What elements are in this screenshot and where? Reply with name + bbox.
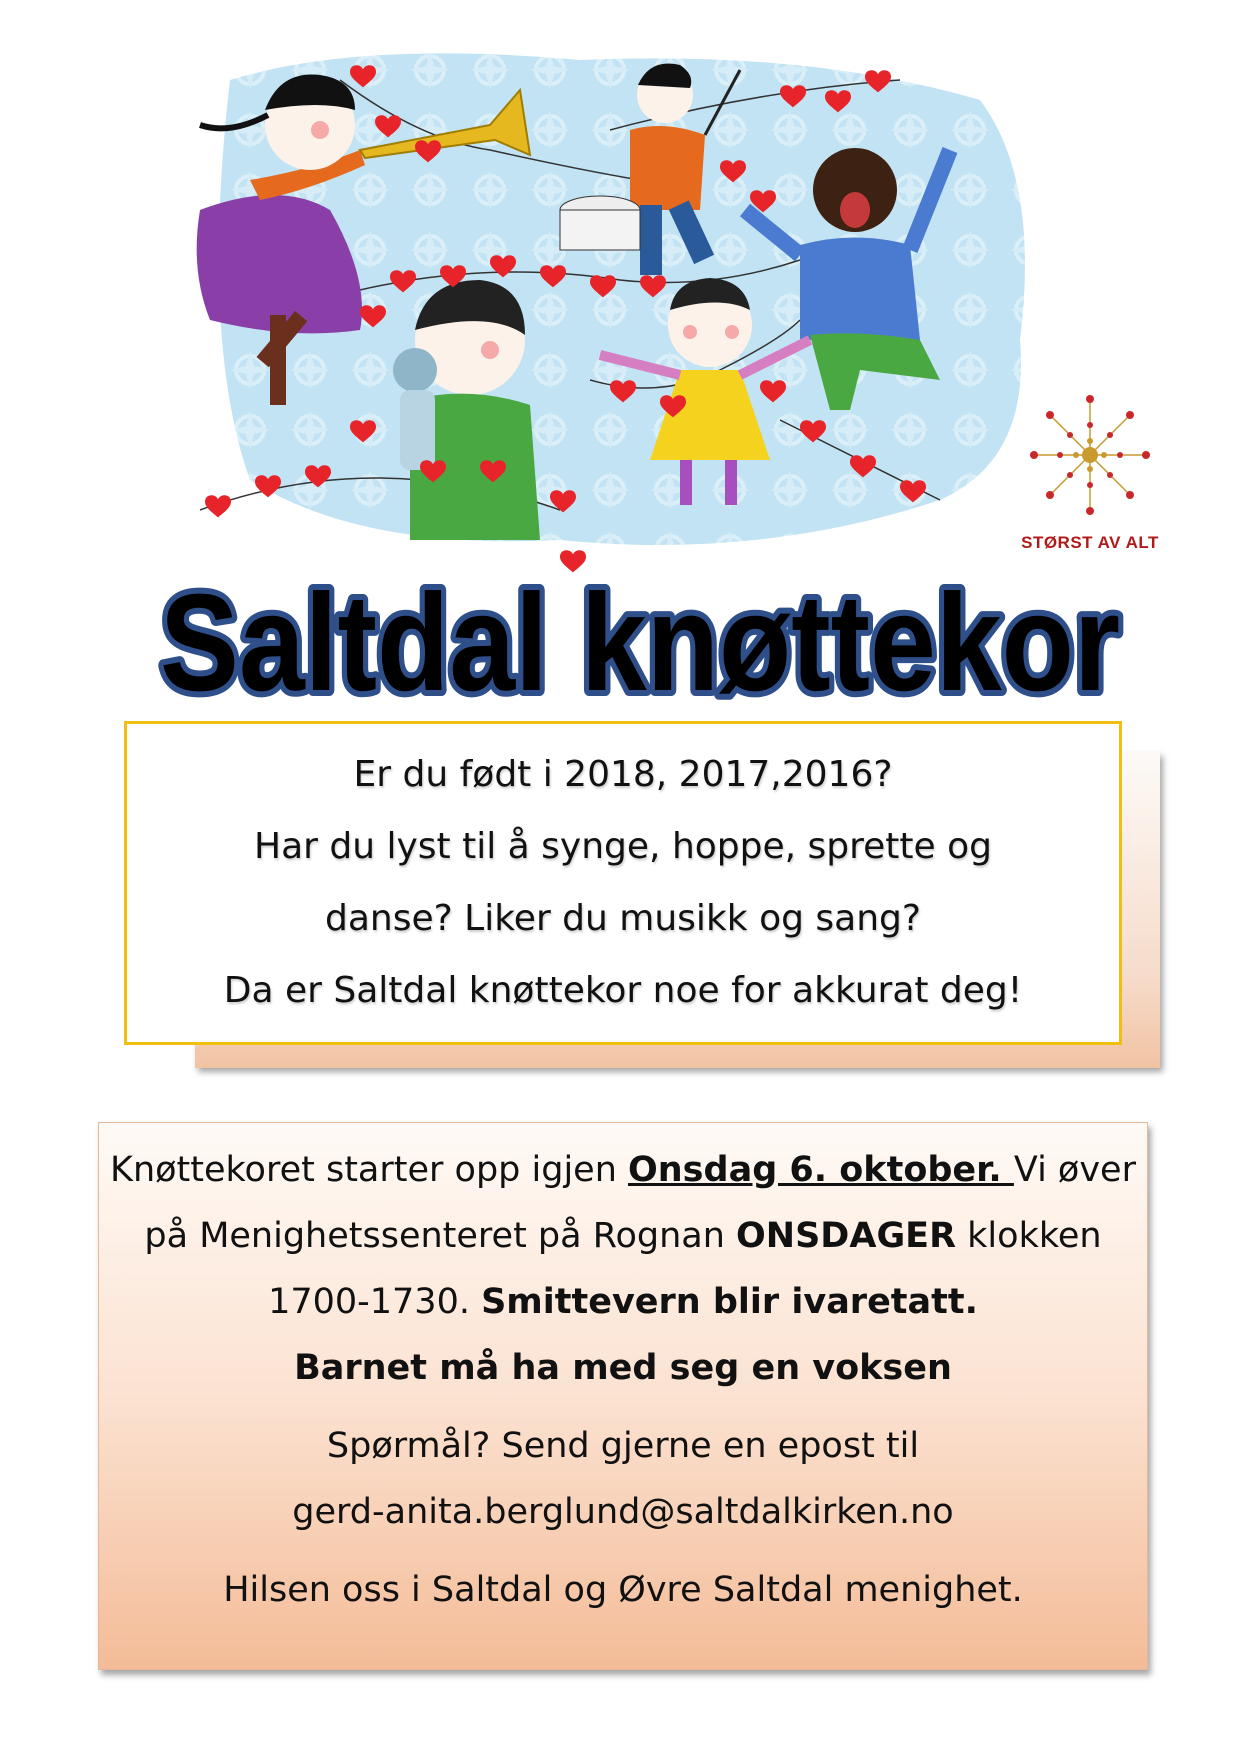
email-address[interactable]: gerd-anita.berglund@saltdalkirken.no — [292, 1492, 954, 1532]
info-text: på Menighetssenteret på Rognan — [144, 1216, 737, 1256]
logo-text: STØRST AV ALT — [1021, 533, 1159, 552]
info-line-4: Barnet må ha med seg en voksen — [294, 1348, 952, 1388]
time: 1700-1730. — [268, 1282, 482, 1322]
intro-line-3: danse? Liker du musikk og sang? — [324, 898, 921, 939]
info-text: klokken — [956, 1216, 1102, 1256]
storst-av-alt-logo — [1020, 385, 1160, 550]
title-outline: Saltdal knøttekor — [160, 566, 1120, 720]
intro-line-2: Har du lyst til å synge, hoppe, sprette og — [254, 826, 992, 867]
info-line-7: Hilsen oss i Saltdal og Øvre Saltdal menighet. — [223, 1570, 1023, 1610]
children-illustration — [160, 40, 1100, 620]
info-line-1 — [99, 1137, 1147, 1203]
intro-box — [124, 721, 1122, 1045]
info-text: Knøttekoret starter opp igjen — [110, 1150, 629, 1190]
intro-line-4: Da er Saltdal knøttekor noe for akkurat deg! — [223, 970, 1023, 1011]
page-title — [150, 548, 1130, 728]
start-date: Onsdag 6. oktober. — [628, 1150, 1014, 1190]
info-line-3 — [99, 1269, 1147, 1335]
info-line-2 — [99, 1203, 1147, 1269]
info-line-5: Spørmål? Send gjerne en epost til — [326, 1426, 920, 1466]
weekday: ONSDAGER — [736, 1216, 957, 1256]
infection-control-note: Smittevern blir ivaretatt. — [481, 1282, 978, 1322]
info-box — [98, 1122, 1148, 1670]
intro-line-1: Er du født i 2018, 2017,2016? — [353, 754, 893, 795]
info-text: Vi øver — [1013, 1150, 1136, 1190]
title-text: Saltdal knøttekor — [160, 566, 1120, 720]
star-burst-logo-icon — [1020, 385, 1160, 525]
